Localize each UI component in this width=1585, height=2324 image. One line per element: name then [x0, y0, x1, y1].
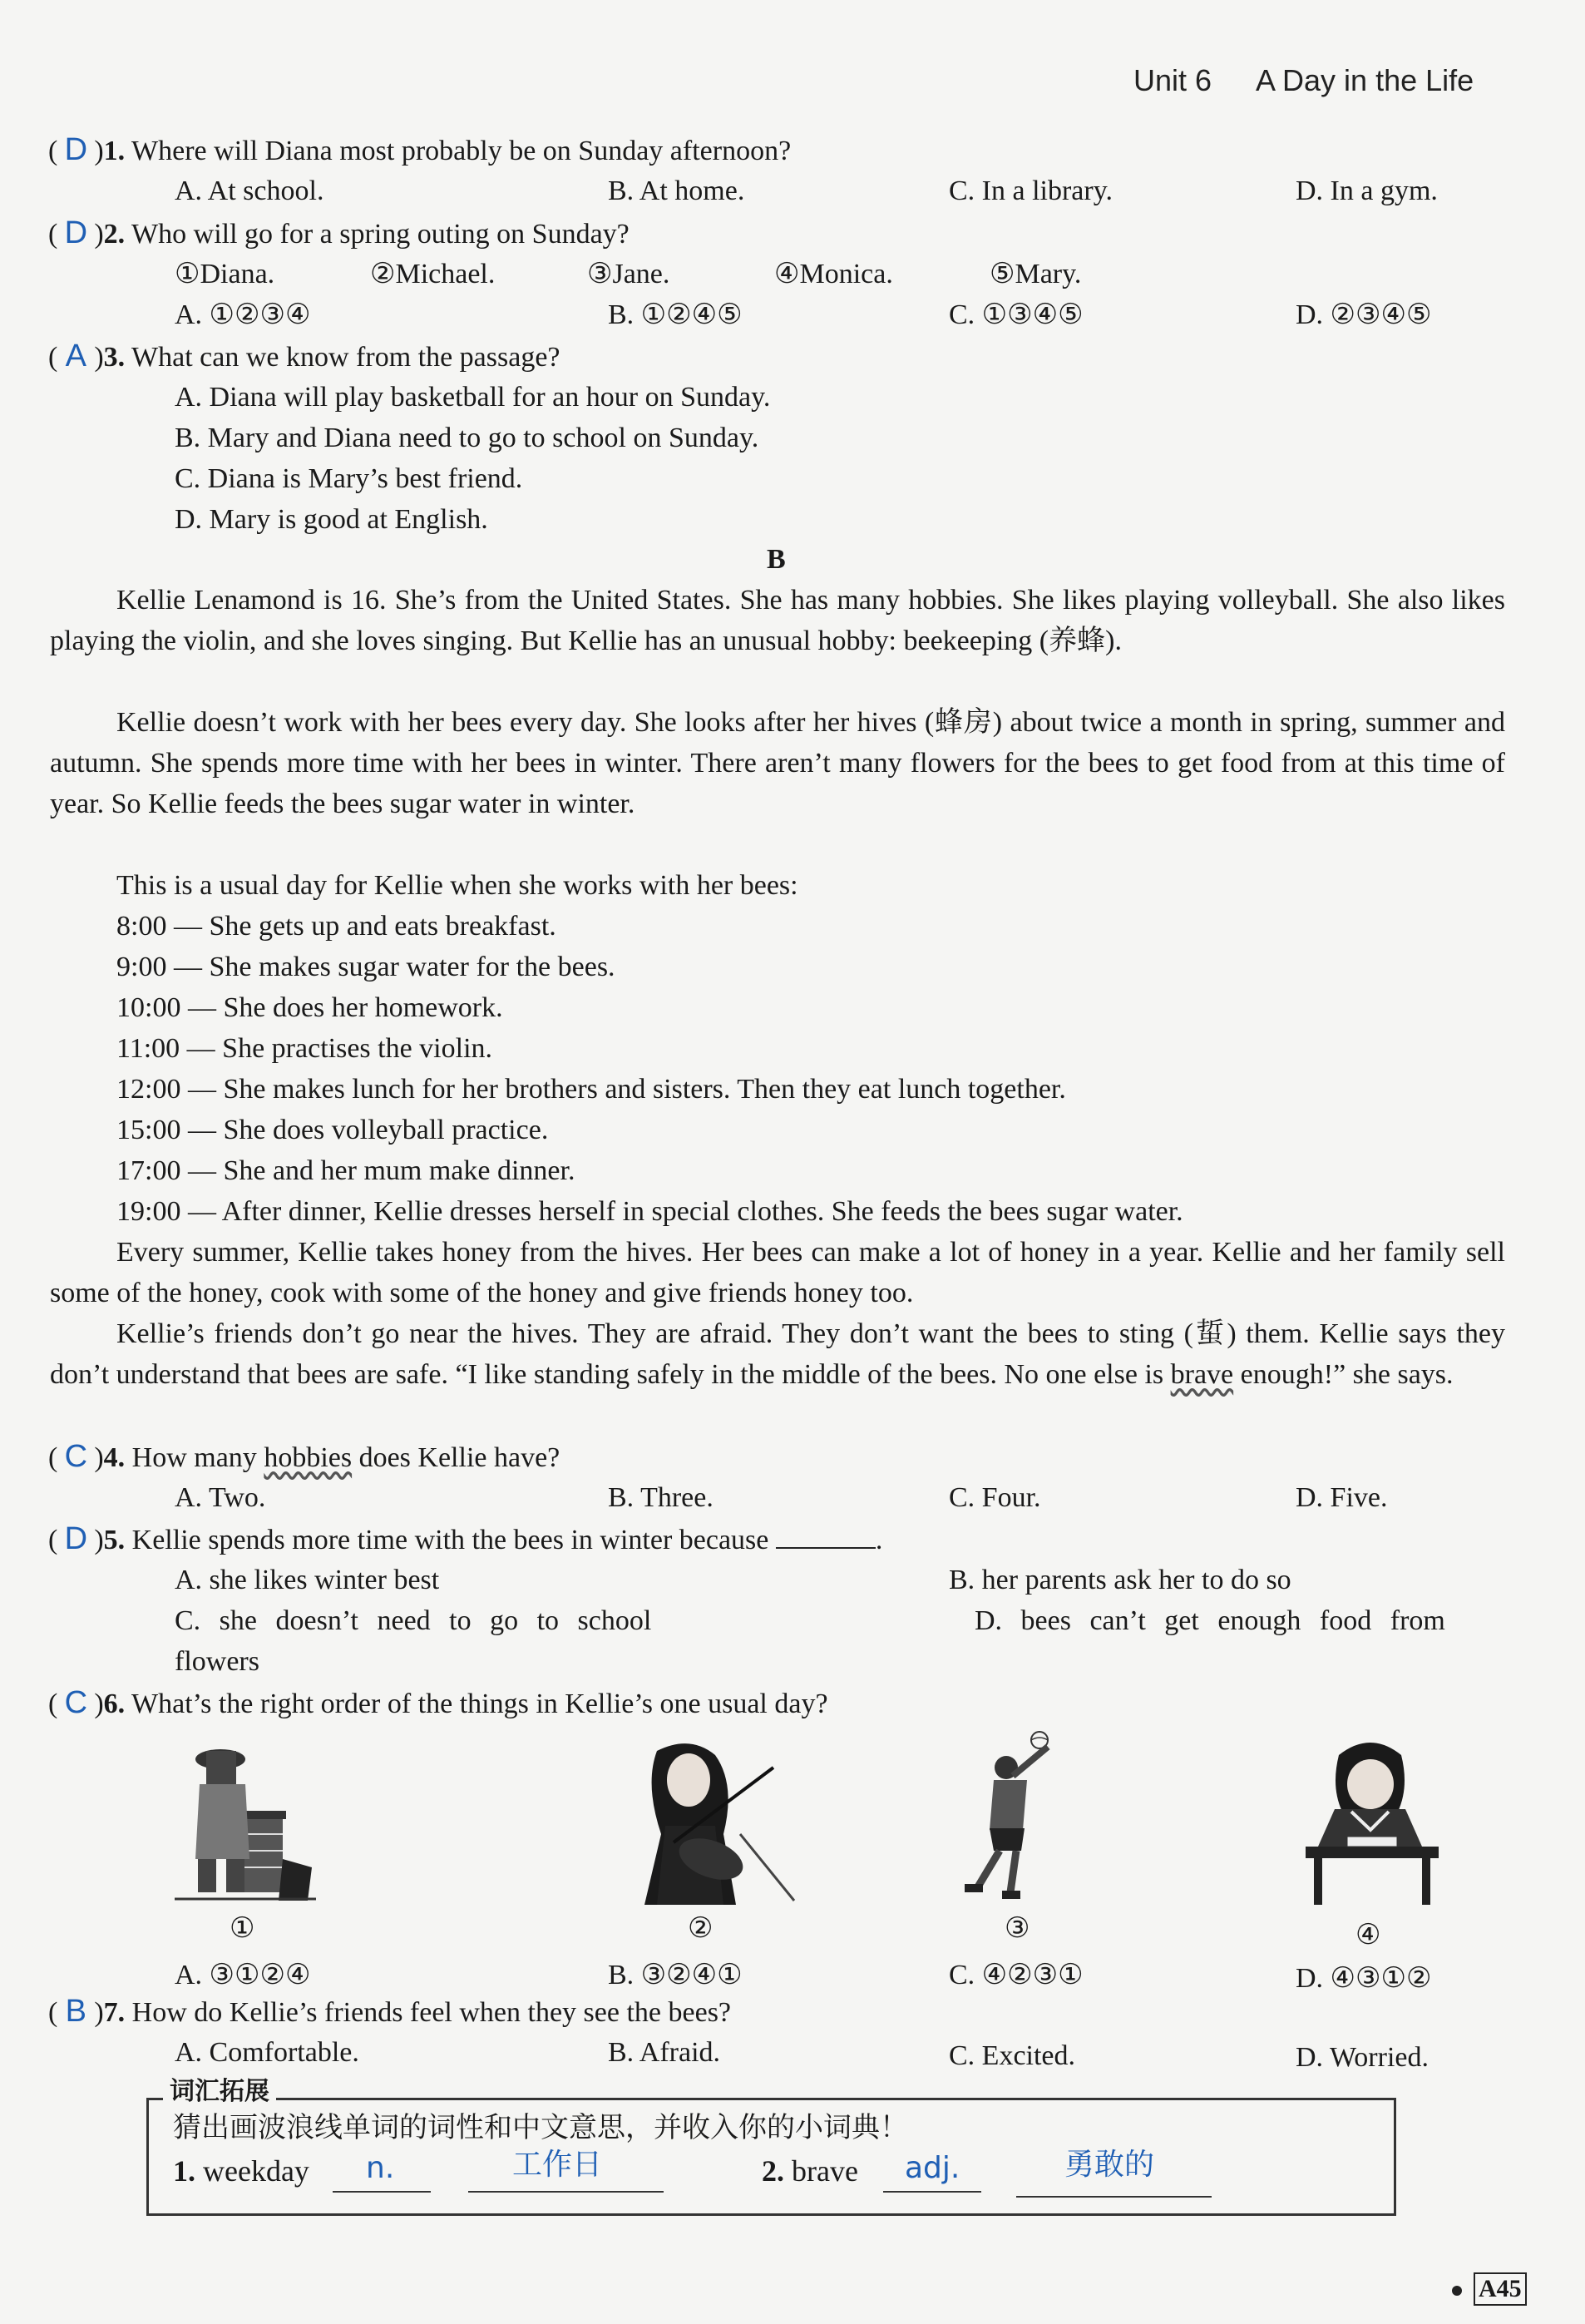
vocab-meaning-1: 工作日: [512, 2148, 603, 2182]
wavy-word-hobbies: hobbies: [264, 1442, 353, 1473]
unit-label: Unit 6: [1133, 63, 1212, 97]
vocab-meaning-2: 勇敢的: [1064, 2148, 1155, 2182]
vocab-pos-2: adj.: [905, 2151, 960, 2185]
page-number: A45: [1474, 2272, 1527, 2306]
answer-5: D: [64, 1521, 88, 1556]
option-6b: B. ③②④①: [608, 1960, 743, 1990]
answer-6: C: [64, 1685, 88, 1720]
option-7b: B. Afraid.: [608, 2037, 721, 2068]
picture-2-caption: ②: [688, 1913, 713, 1944]
option-5d: D. bees can’t get enough food from: [975, 1605, 1445, 1636]
schedule-item: 12:00 — She makes lunch for her brothers and sisters. Then they eat lunch together.: [116, 1074, 1066, 1105]
question-3: ( A )3. What can we know from the passage?: [48, 336, 560, 378]
wavy-word-brave: brave: [1170, 1359, 1234, 1390]
option-4d: D. Five.: [1296, 1482, 1388, 1513]
schedule-item: 15:00 — She does volleyball practice.: [116, 1115, 549, 1145]
paragraph-1: Kellie Lenamond is 16. She’s from the United States. She has many hobbies. She likes playing volleyball. She also likes playing the violin, and she loves singing. But Kellie has an unusual hobby: beekeeping (养蜂).: [50, 585, 1505, 656]
person-5: ⑤Mary.: [990, 259, 1082, 289]
schedule-item: 8:00 — She gets up and eats breakfast.: [116, 911, 556, 942]
option-5b: B. her parents ask her to do so: [949, 1565, 1291, 1595]
option-3a: A. Diana will play basketball for an hour on Sunday.: [175, 382, 771, 413]
vocab-title: 词汇拓展: [163, 2071, 276, 2112]
option-4b: B. Three.: [608, 1482, 713, 1513]
vocab-pos-1: n.: [366, 2151, 395, 2185]
question-2-text: Who will go for a spring outing on Sunday?: [131, 219, 630, 250]
question-3-text: What can we know from the passage?: [131, 342, 560, 373]
picture-3-caption: ③: [1005, 1913, 1030, 1944]
paragraph-5: Kellie’s friends don’t go near the hives. They are afraid. They don’t want the bees to sting (蜇) them. Kellie says they don’t understand that bees are safe. “I like standing safely in the middle of the bees. No one else is brave enough!” she says.: [50, 1318, 1505, 1390]
question-5: ( D )5. Kellie spends more time with the bees in winter because .: [48, 1519, 882, 1560]
schedule-item: 17:00 — She and her mum make dinner.: [116, 1155, 575, 1186]
option-5c-continued: flowers: [175, 1646, 259, 1677]
paragraph-2: Kellie doesn’t work with her bees every day. She looks after her hives (蜂房) about twice a month in spring, summer and autumn. She spends more time with her bees in winter. There aren’t many flowers for the bees to get food from at this time of year. So Kellie feeds the bees sugar water in winter.: [50, 707, 1505, 819]
answer-blank: [776, 1522, 876, 1549]
vocab-instruction: 猜出画波浪线单词的词性和中文意思，并收入你的小词典！: [173, 2111, 908, 2144]
picture-4-caption: ④: [1355, 1920, 1381, 1951]
question-6-text: What’s the right order of the things in Kellie’s one usual day?: [131, 1689, 828, 1719]
paragraph-4: Every summer, Kellie takes honey from the hives. Her bees can make a lot of honey in a year. Kellie and her family sell some of the honey, cook with some of the honey and give friends honey too.: [50, 1237, 1505, 1308]
option-5a: A. she likes winter best: [175, 1565, 440, 1595]
person-2: ②Michael.: [370, 259, 496, 289]
option-2d: D. ②③④⑤: [1296, 299, 1432, 330]
question-1-text: Where will Diana most probably be on Sunday afternoon?: [131, 136, 792, 166]
question-5-text: Kellie spends more time with the bees in winter because: [131, 1525, 769, 1555]
person-4: ④Monica.: [774, 259, 893, 289]
person-3: ③Jane.: [587, 259, 670, 289]
unit-title: A Day in the Life: [1256, 63, 1474, 97]
answer-4: C: [64, 1439, 88, 1474]
option-7d: D. Worried.: [1296, 2042, 1429, 2073]
option-7a: A. Comfortable.: [175, 2037, 359, 2068]
vocab-word-2: brave: [792, 2154, 858, 2188]
schedule-item: 19:00 — After dinner, Kellie dresses herself in special clothes. She feeds the bees sugar water.: [116, 1196, 1183, 1227]
schedule-item: 11:00 — She practises the violin.: [116, 1033, 493, 1064]
picture-1-caption: ①: [230, 1913, 255, 1944]
option-6d: D. ④③①②: [1296, 1963, 1432, 1994]
option-6a: A. ③①②④: [175, 1960, 311, 1990]
vocab-item-1: 1. weekday: [173, 2154, 309, 2188]
answer-3: A: [65, 339, 86, 373]
answer-2: D: [64, 215, 88, 250]
option-1d: D. In a gym.: [1296, 176, 1438, 206]
option-3d: D. Mary is good at English.: [175, 504, 488, 535]
vocab-item-2: 2. brave: [762, 2154, 858, 2188]
question-7: ( B )7. How do Kellie’s friends feel when they see the bees?: [48, 1991, 731, 2033]
option-3c: C. Diana is Mary’s best friend.: [175, 463, 523, 494]
option-4c: C. Four.: [949, 1482, 1041, 1513]
option-7c: C. Excited.: [949, 2040, 1076, 2071]
answer-1: D: [64, 132, 88, 167]
volleyball-player-icon: [948, 1730, 1089, 1905]
schedule-item: 10:00 — She does her homework.: [116, 992, 503, 1023]
option-2c: C. ①③④⑤: [949, 299, 1084, 330]
violinist-icon: [599, 1734, 798, 1905]
option-4a: A. Two.: [175, 1482, 266, 1513]
question-4: ( C )4. How many hobbies does Kellie have?: [48, 1436, 560, 1478]
question-2: ( D )2. Who will go for a spring outing on Sunday?: [48, 213, 630, 255]
option-1a: A. At school.: [175, 176, 324, 206]
beekeeper-icon: [175, 1734, 316, 1901]
option-3b: B. Mary and Diana need to go to school on Sunday.: [175, 423, 759, 453]
answer-7: B: [65, 1994, 86, 2029]
option-6c: C. ④②③①: [949, 1960, 1084, 1990]
page-dot-icon: [1452, 2286, 1462, 2296]
option-5c: C. she doesn’t need to go to school: [175, 1605, 652, 1636]
student-writing-icon: [1297, 1730, 1443, 1905]
paragraph-3: This is a usual day for Kellie when she works with her bees:: [116, 870, 798, 901]
vocab-word-1: weekday: [203, 2154, 309, 2188]
section-b-label: B: [767, 544, 786, 575]
question-7-text: How do Kellie’s friends feel when they see the bees?: [131, 1997, 732, 2028]
schedule-item: 9:00 — She makes sugar water for the bees.: [116, 952, 615, 982]
option-2a: A. ①②③④: [175, 299, 311, 330]
question-6: ( C )6. What’s the right order of the things in Kellie’s one usual day?: [48, 1683, 828, 1724]
person-1: ①Diana.: [175, 259, 275, 289]
question-1: ( D )1. Where will Diana most probably be on Sunday afternoon?: [48, 130, 791, 171]
option-1b: B. At home.: [608, 176, 745, 206]
option-2b: B. ①②④⑤: [608, 299, 743, 330]
option-1c: C. In a library.: [949, 176, 1113, 206]
